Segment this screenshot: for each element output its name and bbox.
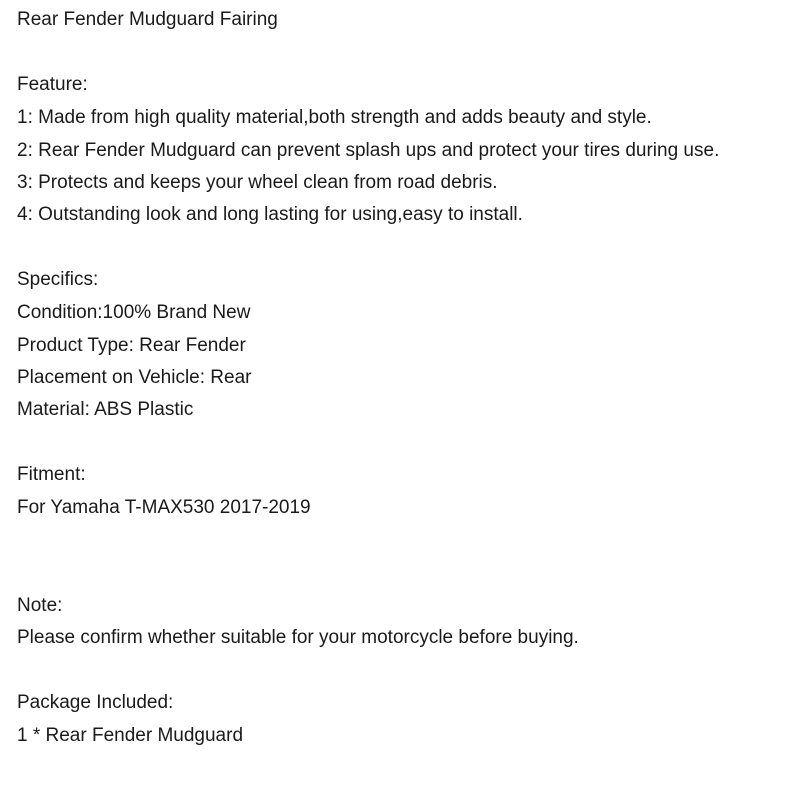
spec-condition: Condition:100% Brand New bbox=[17, 302, 251, 323]
spec-placement: Placement on Vehicle: Rear bbox=[17, 367, 252, 388]
spec-product-type: Product Type: Rear Fender bbox=[17, 335, 246, 356]
package-heading: Package Included: bbox=[17, 692, 174, 713]
feature-item: 4: Outstanding look and long lasting for using,easy to install. bbox=[17, 204, 523, 225]
feature-item: 2: Rear Fender Mudguard can prevent splash ups and protect your tires during use. bbox=[17, 140, 720, 161]
feature-item: 3: Protects and keeps your wheel clean from road debris. bbox=[17, 172, 498, 193]
feature-item: 1: Made from high quality material,both strength and adds beauty and style. bbox=[17, 107, 652, 128]
note-value: Please confirm whether suitable for your motorcycle before buying. bbox=[17, 627, 579, 648]
document-title: Rear Fender Mudguard Fairing bbox=[17, 9, 278, 30]
package-value: 1 * Rear Fender Mudguard bbox=[17, 725, 244, 746]
fitment-heading: Fitment: bbox=[17, 464, 86, 485]
feature-heading: Feature: bbox=[17, 74, 88, 95]
spec-material: Material: ABS Plastic bbox=[17, 399, 194, 420]
specifics-heading: Specifics: bbox=[17, 269, 99, 290]
note-heading: Note: bbox=[17, 595, 63, 616]
fitment-value: For Yamaha T-MAX530 2017-2019 bbox=[17, 497, 311, 518]
